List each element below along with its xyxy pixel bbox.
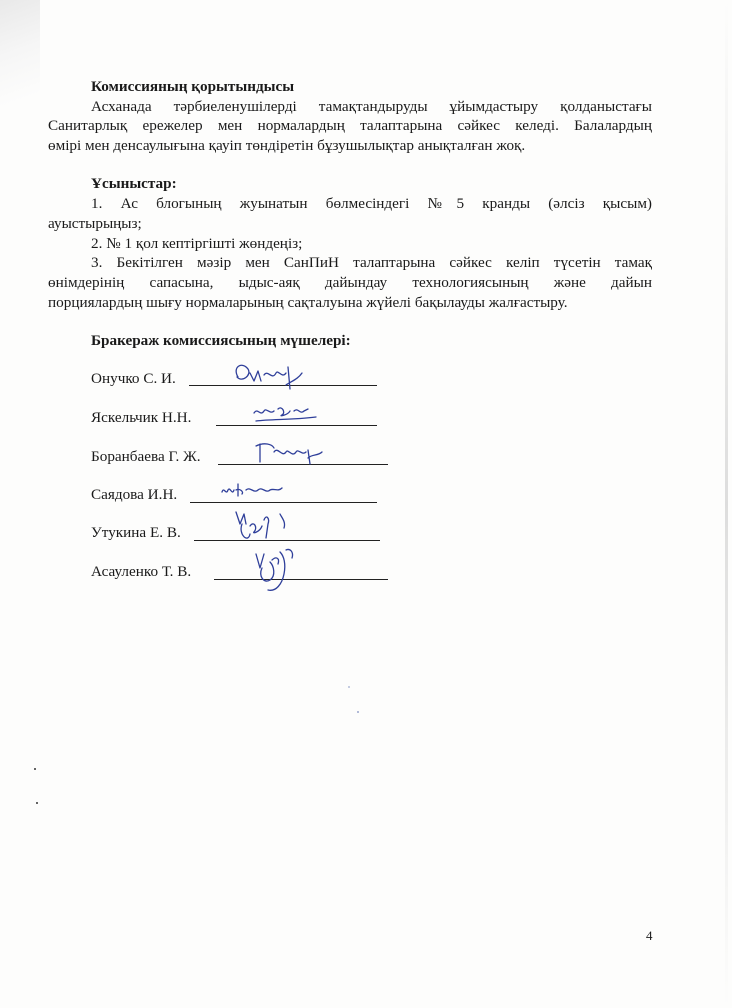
commission-heading: Бракераж комиссиясының мүшелері:	[91, 332, 351, 349]
member-row	[91, 447, 201, 471]
member-name: Яскельчик Н.Н.	[91, 409, 192, 426]
recommendation-item-2	[91, 234, 652, 254]
member-row	[91, 523, 181, 547]
scan-speck	[34, 768, 36, 770]
recommendation-line: 3. Бекітілген мәзір мен СанПиН талаптарына сәйкес келіп түсетін тамақ	[91, 254, 652, 271]
member-name: Утукина Е. В.	[91, 524, 181, 541]
conclusion-section	[91, 77, 652, 116]
conclusion-line: Асханада тәрбиеленушілерді тамақтандыруды ұйымдастыру қолданыстағы	[91, 97, 652, 115]
conclusion-heading: Комиссияның қорытындысы	[91, 78, 295, 95]
signature-icon	[216, 476, 296, 506]
member-row	[91, 562, 191, 586]
member-row	[91, 369, 176, 393]
member-name: Асауленко Т. В.	[91, 563, 192, 580]
member-name: Боранбаева Г. Ж.	[91, 448, 201, 465]
recommendation-line: 2. № 1 қол кептіргішті жөндеңіз;	[91, 235, 303, 252]
scan-shadow-left	[0, 0, 40, 130]
recommendation-item-3	[91, 253, 652, 273]
recommendation-item-1	[91, 194, 652, 214]
conclusion-body	[48, 116, 652, 155]
signature-icon	[228, 359, 308, 393]
recommendations-heading-block	[91, 174, 652, 194]
conclusion-line: Санитарлық ережелер мен нормалардың талаптарына сәйкес келеді. Балалардың	[48, 117, 652, 134]
conclusion-line: өмірі мен денсаулығына қауіп төндіретін бұзушылықтар анықталған жоқ.	[48, 136, 526, 154]
recommendation-item-1-cont	[48, 214, 652, 234]
member-name: Саядова И.Н.	[91, 486, 178, 503]
scan-speck	[36, 802, 38, 804]
recommendations-heading: Ұсыныстар:	[91, 175, 177, 192]
recommendation-item-3-cont	[48, 273, 652, 312]
member-name: Онучко С. И.	[91, 370, 176, 387]
recommendation-line: өнімдерінің сапасына, ыдыс-аяқ дайындау технологиясының және дайын	[48, 274, 652, 291]
recommendation-line: 1. Ас блогының жуынатын бөлмесіндегі №5 кранды (әлсіз қысым)	[91, 195, 652, 212]
scan-speck	[348, 686, 350, 688]
signature-icon	[252, 438, 332, 470]
scan-speck	[357, 711, 359, 713]
member-row	[91, 485, 177, 509]
recommendation-line: ауыстырыңыз;	[48, 215, 142, 232]
signature-icon	[248, 399, 328, 429]
commission-heading-block	[91, 331, 652, 351]
signature-icon	[244, 540, 314, 598]
member-row	[91, 408, 191, 432]
recommendation-line: порциялардың шығу нормаларының сақталуына жүйелі бақылауды жалғастыру.	[48, 293, 568, 311]
page-number: 4	[646, 928, 653, 943]
scan-edge-right	[725, 0, 728, 1008]
